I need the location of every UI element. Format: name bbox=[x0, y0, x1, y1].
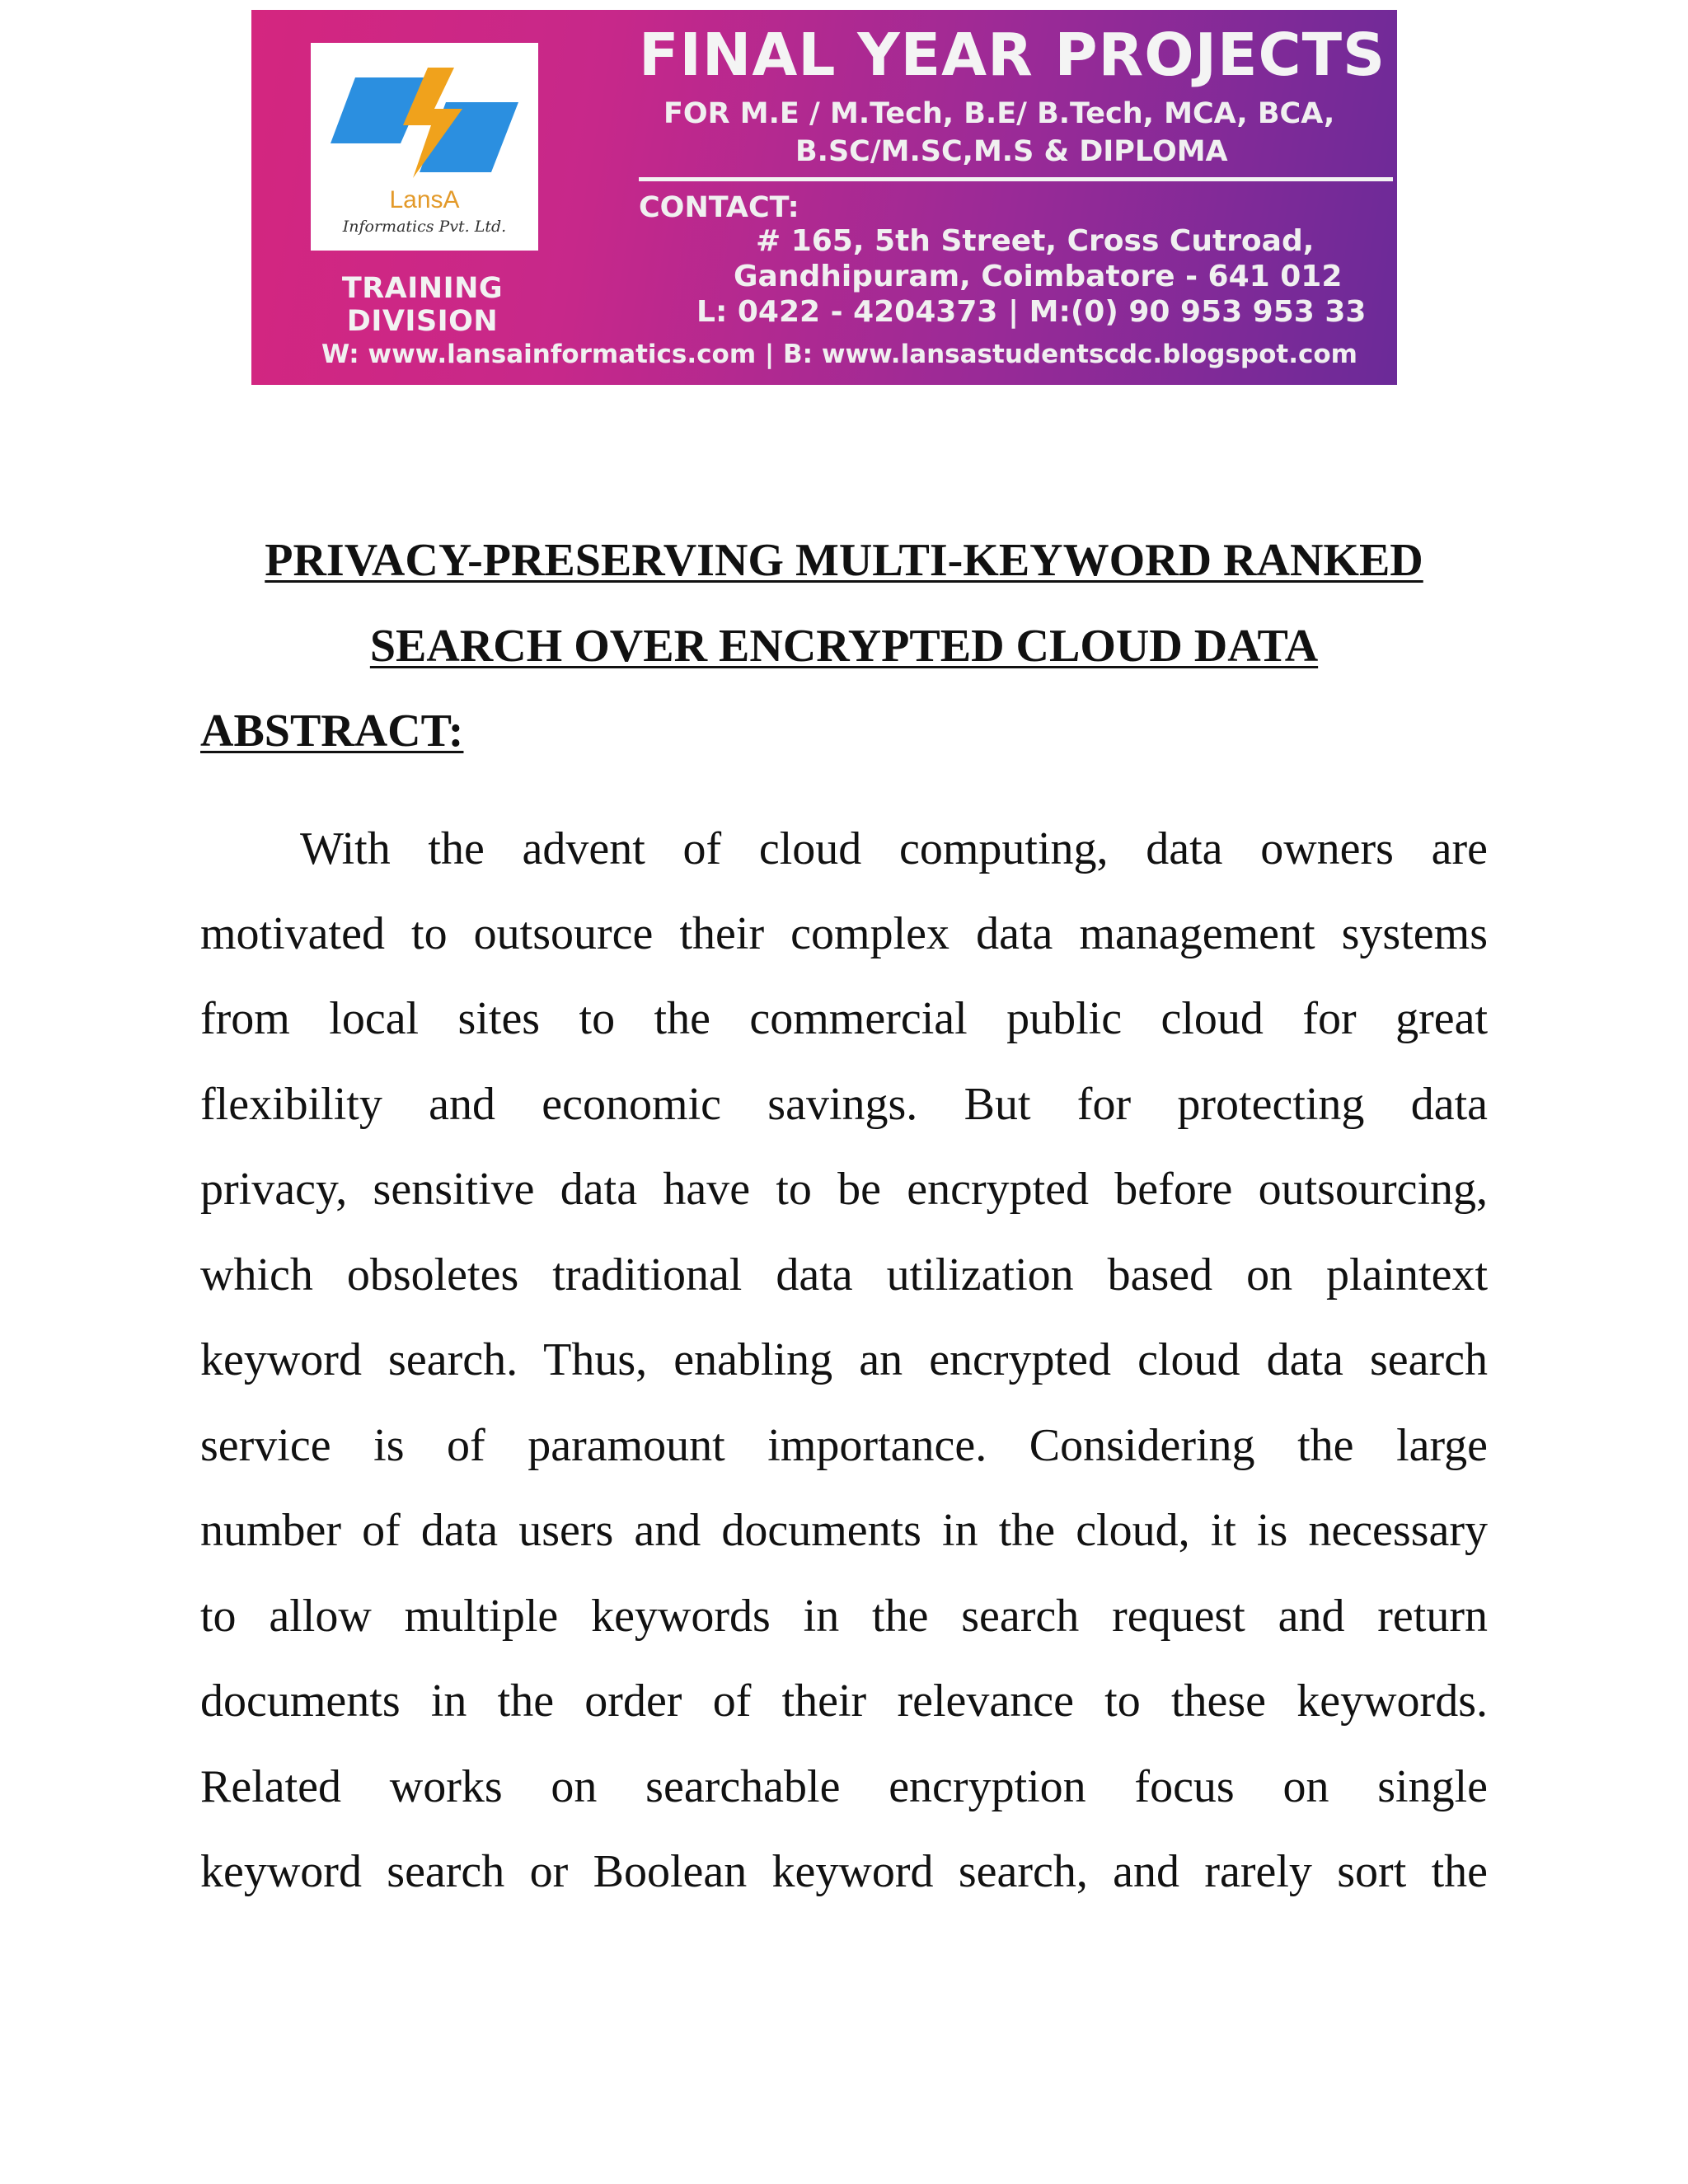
abstract-line: which obsoletes traditional data utilization based on plaintext bbox=[200, 1249, 1488, 1301]
banner-title: FINAL YEAR PROJECTS bbox=[639, 21, 1386, 89]
phone-numbers: L: 0422 - 4204373 | M:(0) 90 953 953 33 bbox=[696, 295, 1367, 329]
banner-divider bbox=[639, 177, 1393, 181]
abstract-line: Related works on searchable encryption focus on single bbox=[200, 1761, 1488, 1812]
abstract-line: privacy, sensitive data have to be encrypted before outsourcing, bbox=[200, 1164, 1488, 1215]
lansa-logo-icon bbox=[331, 61, 518, 185]
logo-name: LansA bbox=[389, 186, 460, 213]
document-title-line-2: SEARCH OVER ENCRYPTED CLOUD DATA bbox=[369, 621, 1319, 672]
website-links: W: www.lansainformatics.com | B: www.lansastudentscdc.blogspot.com bbox=[321, 340, 1357, 369]
training-division-label: TRAINING DIVISION bbox=[341, 272, 504, 338]
header-banner bbox=[251, 10, 1397, 385]
abstract-line: from local sites to the commercial public cloud for great bbox=[200, 993, 1488, 1044]
abstract-line: service is of paramount importance. Considering the large bbox=[200, 1420, 1488, 1471]
abstract-heading: ABSTRACT: bbox=[200, 705, 464, 757]
abstract-line: flexibility and economic savings. But for protecting data bbox=[200, 1079, 1488, 1130]
contact-label: CONTACT: bbox=[639, 191, 799, 224]
courses-line-2: B.SC/M.SC,M.S & DIPLOMA bbox=[795, 135, 1228, 168]
courses-line-1: FOR M.E / M.Tech, B.E/ B.Tech, MCA, BCA, bbox=[663, 97, 1335, 130]
address-line-2: Gandhipuram, Coimbatore - 641 012 bbox=[734, 260, 1343, 293]
address-line-1: # 165, 5th Street, Cross Cutroad, bbox=[756, 224, 1315, 258]
abstract-line: motivated to outsource their complex data management systems bbox=[200, 908, 1488, 959]
document-title-line-1: PRIVACY-PRESERVING MULTI-KEYWORD RANKED bbox=[265, 535, 1423, 586]
abstract-line: keyword search or Boolean keyword search, and rarely sort the bbox=[200, 1846, 1488, 1897]
logo-subtitle: Informatics Pvt. Ltd. bbox=[342, 218, 507, 236]
abstract-line: keyword search. Thus, enabling an encrypted cloud data search bbox=[200, 1334, 1488, 1385]
abstract-line: documents in the order of their relevance to these keywords. bbox=[200, 1675, 1488, 1727]
company-logo bbox=[311, 43, 538, 251]
abstract-line: With the advent of cloud computing, data owners are bbox=[300, 823, 1488, 874]
abstract-line: number of data users and documents in the cloud, it is necessary bbox=[200, 1505, 1488, 1556]
abstract-line: to allow multiple keywords in the search request and return bbox=[200, 1591, 1488, 1642]
